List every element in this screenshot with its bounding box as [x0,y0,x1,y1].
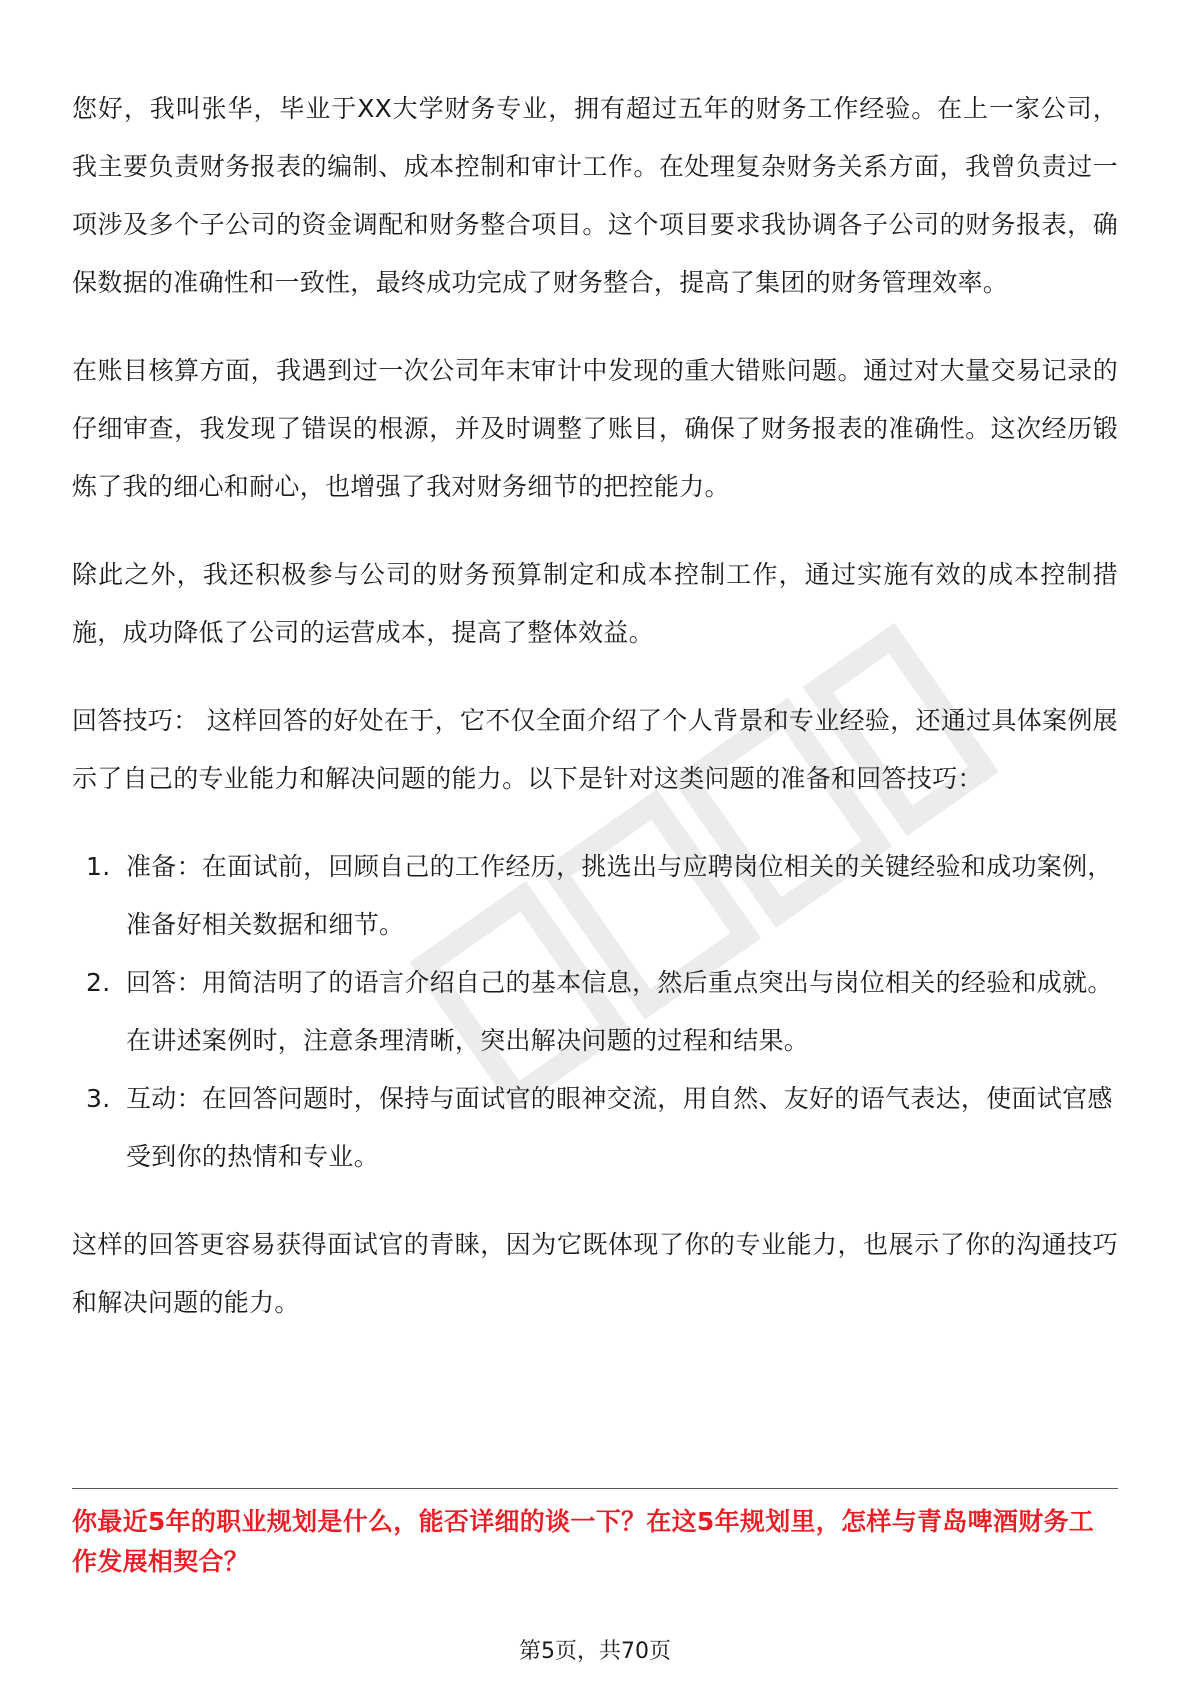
list-item-number: 3. [86,1084,111,1113]
list-item-number: 2. [86,968,111,997]
conclusion-paragraph: 这样的回答更容易获得面试官的青睐，因为它既体现了你的专业能力，也展示了你的沟通技巧和解决问题的能力。 [72,1230,1118,1317]
list-item-text: 准备：在面试前，回顾自己的工作经历，挑选出与应聘岗位相关的关键经验和成功案例，准备好相关数据和细节。 [126,852,1113,939]
tips-intro-paragraph: 回答技巧： 这样回答的好处在于，它不仅全面介绍了个人背景和专业经验，还通过具体案例展示了自己的专业能力和解决问题的能力。以下是针对这类问题的准备和回答技巧： [72,706,1118,793]
tips-list [72,838,1118,1186]
list-item [72,1070,1118,1186]
budget-paragraph: 除此之外，我还积极参与公司的财务预算制定和成本控制工作，通过实施有效的成本控制措施，成功降低了公司的运营成本，提高了整体效益。 [72,560,1118,647]
page-footer: 第5页，共70页 [519,1639,671,1664]
list-item [72,838,1118,954]
intro-paragraph: 您好，我叫张华，毕业于XX大学财务专业，拥有超过五年的财务工作经验。在上一家公司，我主要负责财务报表的编制、成本控制和审计工作。在处理复杂财务关系方面，我曾负责过一项涉及多个子公司的资金调配和财务整合项目。这个项目要求我协调各子公司的财务报表，确保数据的准确性和一致性，最终成功完成了财务整合，提高了集团的财务管理效率。 [72,94,1118,297]
list-item-text: 回答：用简洁明了的语言介绍自己的基本信息，然后重点突出与岗位相关的经验和成就。在讲述案例时，注意条理清晰，突出解决问题的过程和结果。 [126,968,1113,1055]
list-item [72,954,1118,1070]
section-divider [72,1488,1118,1489]
list-item-number: 1. [86,852,111,881]
main-content [72,80,1118,1362]
next-question-heading: 你最近5年的职业规划是什么，能否详细的谈一下？在这5年规划里，怎样与青岛啤酒财务工作发展相契合？ [72,1507,1095,1576]
accounting-paragraph: 在账目核算方面，我遇到过一次公司年末审计中发现的重大错账问题。通过对大量交易记录的仔细审查，我发现了错误的根源，并及时调整了账目，确保了财务报表的准确性。这次经历锻炼了我的细心和耐心，也增强了我对财务细节的把控能力。 [72,356,1118,501]
list-item-text: 互动：在回答问题时，保持与面试官的眼神交流，用自然、友好的语气表达，使面试官感受到你的热情和专业。 [126,1084,1113,1171]
